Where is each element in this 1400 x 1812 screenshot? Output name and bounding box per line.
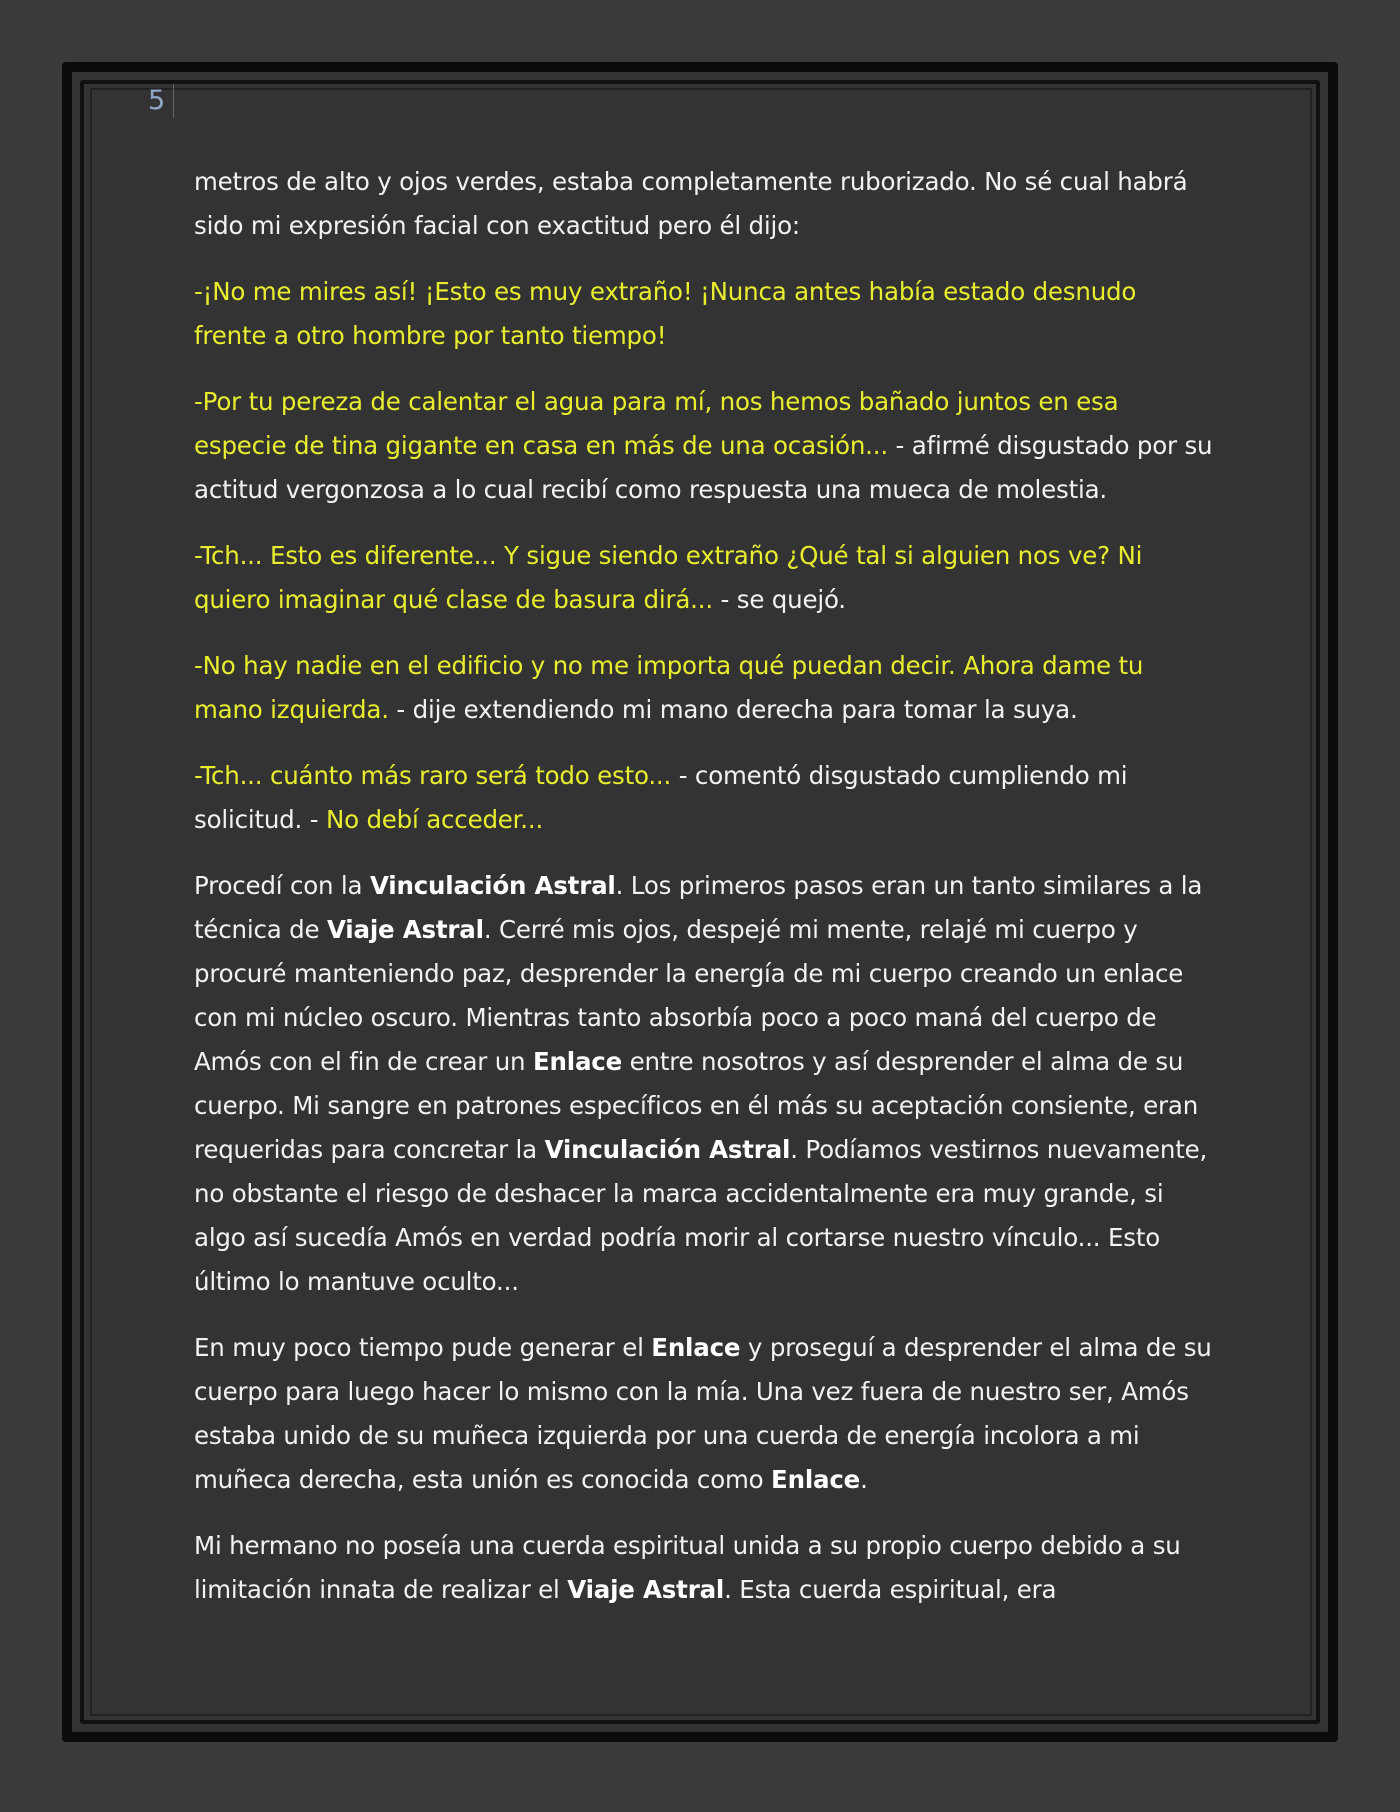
paragraph-9 xyxy=(194,1524,1214,1612)
dialogue-text: -Tch... cuánto más raro será todo esto... xyxy=(194,761,672,790)
narration-text: . Podíamos vestirnos nuevamente, no obstante el riesgo de deshacer la marca accidentalmente era muy grande, si algo así sucedía Amós en verdad podría morir al cortarse nuestro vínculo... Esto último lo mantuve oculto... xyxy=(194,1135,1208,1296)
narration-text: Mi hermano no poseía una cuerda espiritual unida a su propio cuerpo debido a su limitación innata de realizar el xyxy=(194,1531,1181,1604)
dialogue-text: -No hay nadie en el edificio y no me importa qué puedan decir. Ahora dame tu mano izquierda. xyxy=(194,651,1144,724)
bold-term: Vinculación Astral xyxy=(369,871,616,900)
narration-text: entre nosotros y así desprender el alma de su cuerpo. Mi sangre en patrones específicos en él más su aceptación consiente, eran requeridas para concretar la xyxy=(194,1047,1199,1164)
paragraph-3 xyxy=(194,380,1214,512)
narration-text: y proseguí a desprender el alma de su cuerpo para luego hacer lo mismo con la mía. Una vez fuera de nuestro ser, Amós estaba unido de su muñeca izquierda por una cuerda de energía incolora a mi muñeca derecha, esta unión es conocida como xyxy=(194,1333,1212,1494)
paragraph-8 xyxy=(194,1326,1214,1502)
narration-text: . xyxy=(860,1465,868,1494)
paragraph-5 xyxy=(194,644,1214,732)
dialogue-text: -Por tu pereza de calentar el agua para mí, nos hemos bañado juntos en esa especie de tina gigante en casa en más de una ocasión... xyxy=(194,387,1119,460)
narration-text: - dije extendiendo mi mano derecha para tomar la suya. xyxy=(388,695,1078,724)
paragraph-2 xyxy=(194,270,1214,358)
narration-text: - comentó disgustado cumpliendo mi solicitud. - xyxy=(194,761,1128,834)
page-number: 5 xyxy=(148,84,174,118)
dialogue-text: -Tch... Esto es diferente... Y sigue siendo extraño ¿Qué tal si alguien nos ve? Ni quiero imaginar qué clase de basura dirá... xyxy=(194,541,1143,614)
dialogue-text: -¡No me mires así! ¡Esto es muy extraño! ¡Nunca antes había estado desnudo frente a otro hombre por tanto tiempo! xyxy=(194,277,1137,350)
narration-text: . Cerré mis ojos, despejé mi mente, relajé mi cuerpo y procuré manteniendo paz, desprender la energía de mi cuerpo creando un enlace con mi núcleo oscuro. Mientras tanto absorbía poco a poco maná del cuerpo de Amós con el fin de crear un xyxy=(194,915,1184,1076)
bold-term: Viaje Astral xyxy=(326,915,484,944)
dialogue-text: No debí acceder... xyxy=(325,805,544,834)
narration-text: . Los primeros pasos eran un tanto similares a la técnica de xyxy=(194,871,1203,944)
narration-text: . Esta cuerda espiritual, era xyxy=(724,1575,1057,1604)
bold-term: Enlace xyxy=(771,1465,861,1494)
bold-term: Vinculación Astral xyxy=(544,1135,791,1164)
bold-term: Viaje Astral xyxy=(567,1575,725,1604)
paragraph-1 xyxy=(194,160,1214,248)
bold-term: Enlace xyxy=(651,1333,741,1362)
narration-text: metros de alto y ojos verdes, estaba completamente ruborizado. No sé cual habrá sido mi expresión facial con exactitud pero él dijo: xyxy=(194,167,1188,240)
bold-term: Enlace xyxy=(532,1047,623,1076)
document-body xyxy=(194,160,1214,1634)
narration-text: Procedí con la xyxy=(194,871,370,900)
paragraph-4 xyxy=(194,534,1214,622)
paragraph-7 xyxy=(194,864,1214,1304)
paragraph-6 xyxy=(194,754,1214,842)
narration-text: - se quejó. xyxy=(712,585,846,614)
narration-text: En muy poco tiempo pude generar el xyxy=(194,1333,652,1362)
narration-text: - afirmé disgustado por su actitud vergonzosa a lo cual recibí como respuesta una mueca de molestia. xyxy=(194,431,1213,504)
